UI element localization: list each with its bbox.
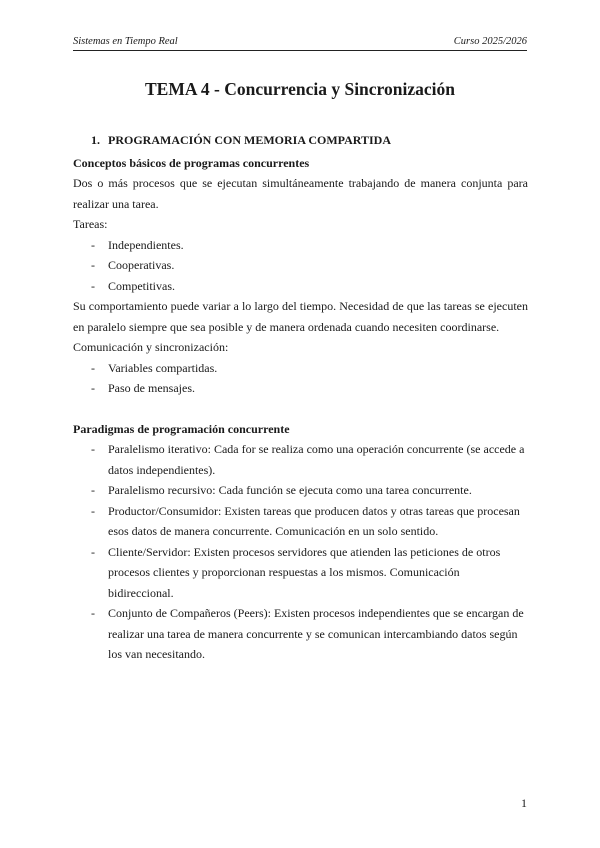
- list-dash: -: [91, 237, 95, 252]
- section-heading: [91, 130, 528, 151]
- list-item-text: Cooperativas.: [108, 258, 175, 272]
- list-dash: -: [91, 503, 95, 518]
- list-item: [73, 235, 528, 256]
- list-item-text: Competitivas.: [108, 278, 175, 293]
- label-comunicacion: Comunicación y sincronización:: [73, 340, 229, 354]
- list-paradigmas: [73, 439, 528, 665]
- paragraph-comportamiento: Su comportamiento puede variar a lo largo del tiempo. Necesidad de que las tareas se ejecuten en paralelo siempre que sea posible y de manera ordenada cuando necesiten coordinarse.: [73, 299, 528, 334]
- list-tareas: [73, 235, 528, 297]
- header-course-name: Sistemas en Tiempo Real: [73, 36, 178, 47]
- list-item-text: Productor/Consumidor: Existen tareas que producen datos y otras tareas que procesan esos datos de manera concurrente. Comunicación en un solo sentido.: [108, 503, 520, 538]
- list-dash: -: [91, 381, 95, 395]
- paragraph-intro: Dos o más procesos que se ejecutan simultáneamente trabajando de manera conjunta para realizar una tarea.: [73, 176, 528, 211]
- list-dash: -: [91, 258, 95, 272]
- list-dash: -: [91, 360, 95, 375]
- list-item-text: Variables compartidas.: [108, 360, 218, 375]
- list-dash: -: [91, 483, 95, 497]
- list-item-text: Conjunto de Compañeros (Peers): Existen procesos independientes que se encargan de realizar una tarea de manera concurrente y se comunican intercambiando datos según los van necesitando.: [108, 606, 524, 661]
- list-item-text: Paso de mensajes.: [108, 381, 195, 395]
- list-item: [73, 276, 528, 297]
- label-tareas: Tareas:: [73, 217, 108, 231]
- page-header: [73, 36, 527, 51]
- list-item: [73, 603, 528, 665]
- list-item-text: Paralelismo iterativo: Cada for se realiza como una operación concurrente (se accede a datos independientes).: [108, 442, 525, 477]
- list-dash: -: [91, 544, 95, 559]
- document-body: [73, 130, 528, 665]
- list-item: [73, 501, 528, 542]
- subheading-paradigmas: Paradigmas de programación concurrente: [73, 421, 290, 436]
- list-item: [73, 542, 528, 604]
- document-title: TEMA 4 - Concurrencia y Sincronización: [145, 79, 455, 99]
- page-number: 1: [521, 796, 527, 810]
- subheading-conceptos: Conceptos básicos de programas concurrentes: [73, 155, 310, 170]
- list-dash: -: [91, 606, 95, 620]
- list-comunicacion: [73, 358, 528, 399]
- list-item: [73, 358, 528, 379]
- list-dash: -: [91, 278, 95, 293]
- list-item: [73, 480, 528, 501]
- list-item-text: Cliente/Servidor: Existen procesos servidores que atienden las peticiones de otros procesos clientes y proporcionan respuestas a los mismos. Comunicación bidireccional.: [108, 544, 501, 600]
- section-title: PROGRAMACIÓN CON MEMORIA COMPARTIDA: [108, 133, 392, 147]
- list-item: [73, 439, 528, 480]
- list-dash: -: [91, 442, 95, 456]
- header-academic-year: Curso 2025/2026: [453, 36, 527, 47]
- list-item: [73, 378, 528, 399]
- section-number: 1.: [91, 133, 100, 147]
- list-item-text: Independientes.: [108, 237, 184, 252]
- list-item-text: Paralelismo recursivo: Cada función se ejecuta como una tarea concurrente.: [108, 483, 472, 497]
- spacer: [73, 399, 528, 419]
- list-item: [73, 255, 528, 276]
